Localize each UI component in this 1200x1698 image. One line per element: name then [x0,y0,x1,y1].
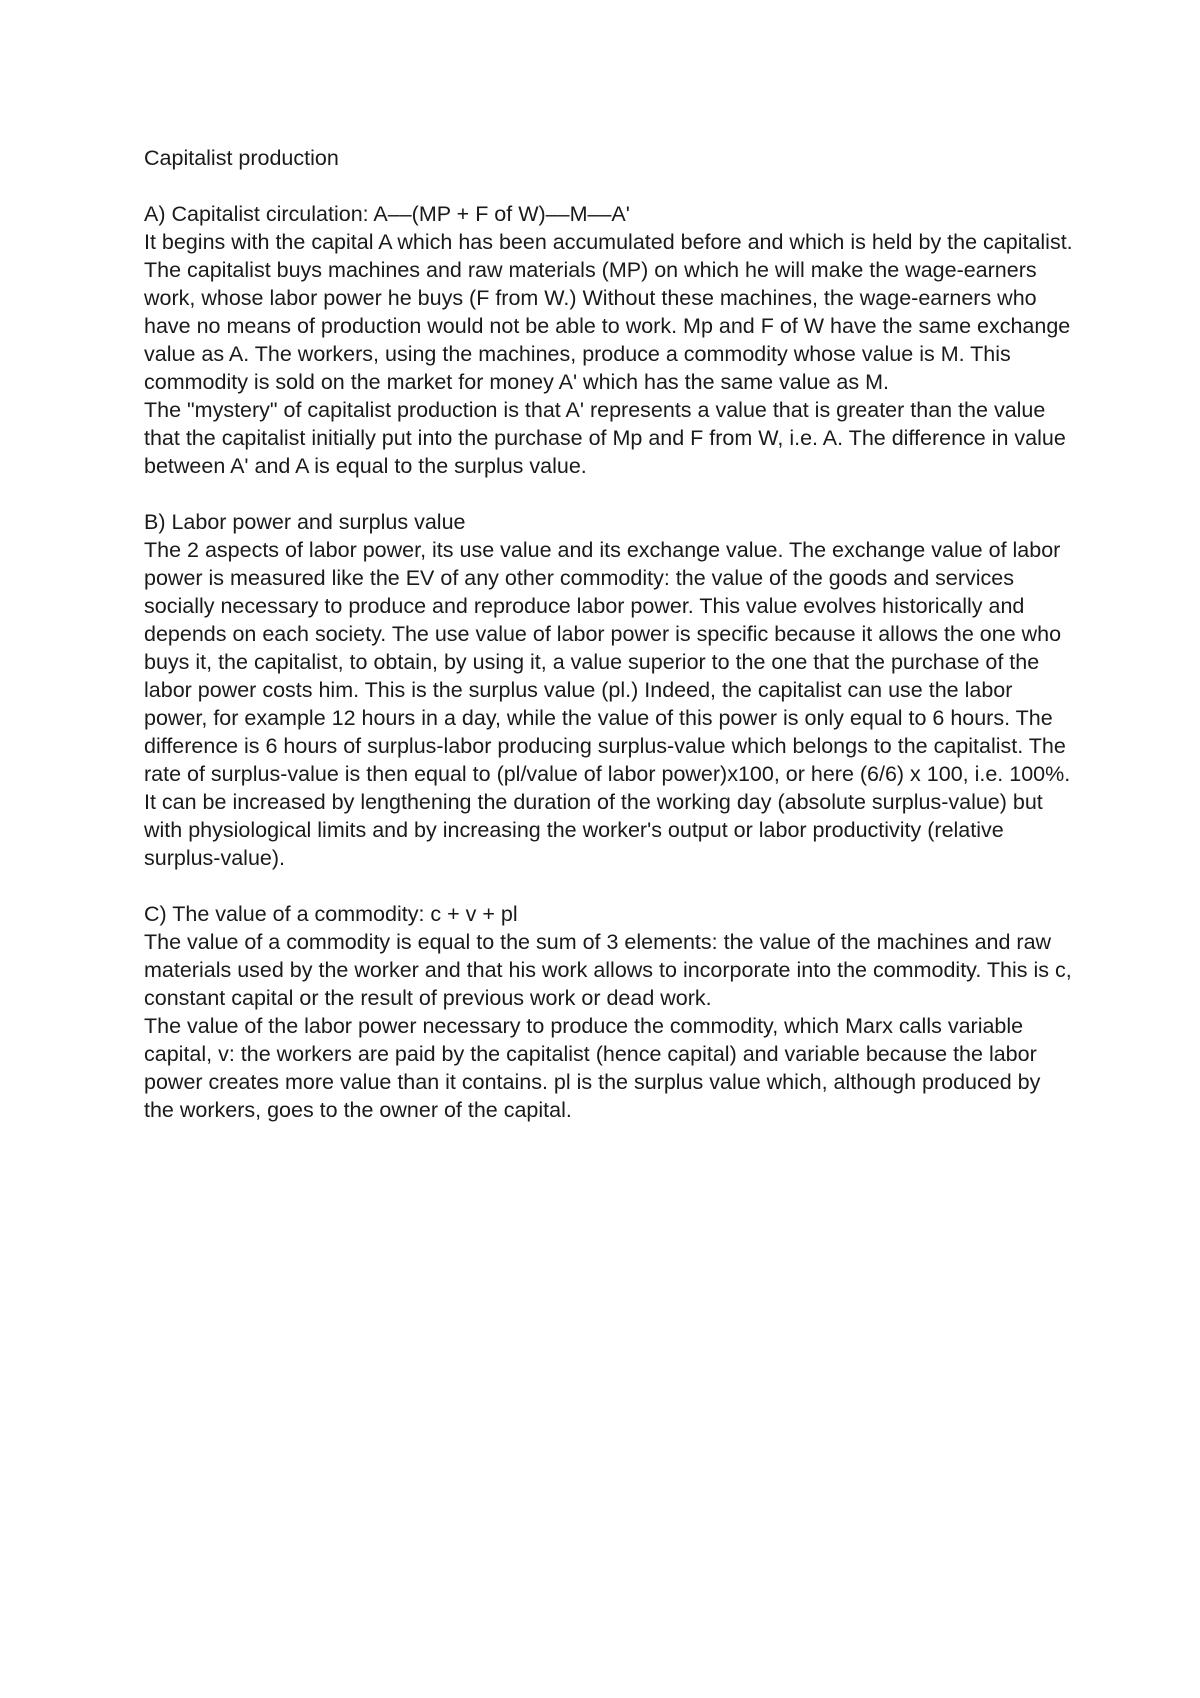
section-a [144,200,1074,480]
section-a-paragraph-1: It begins with the capital A which has been accumulated before and which is held by the capitalist. The capitalist buys machines and raw materials (MP) on which he will make the wage-earners work, whose labor power he buys (F from W.) Without these machines, the wage-earners who have no means of production would not be able to work. Mp and F of W have the same exchange value as A. The workers, using the machines, produce a commodity whose value is M. This commodity is sold on the market for money A' which has the same value as M. [144,230,1073,394]
section-b [144,508,1074,872]
section-c-paragraph-1: The value of a commodity is equal to the sum of 3 elements: the value of the machines and raw materials used by the worker and that his work allows to incorporate into the commodity. This is c, constant capital or the result of previous work or dead work. [144,930,1072,1010]
section-b-heading: B) Labor power and surplus value [144,510,466,534]
section-a-paragraph-2: The "mystery" of capitalist production is that A' represents a value that is greater than the value that the capitalist initially put into the purchase of Mp and F from W, i.e. A. The difference in value between A' and A is equal to the surplus value. [144,398,1066,478]
section-a-heading: A) Capitalist circulation: A––(MP + F of W)––M––A' [144,202,630,226]
section-c [144,900,1074,1124]
document-title: Capitalist production [144,146,339,170]
document-page [144,144,1074,1152]
section-c-paragraph-2: The value of the labor power necessary to produce the commodity, which Marx calls variable capital, v: the workers are paid by the capitalist (hence capital) and variable because the labor power creates more value than it contains. pl is the surplus value which, although produced by the workers, goes to the owner of the capital. [144,1014,1041,1122]
section-c-heading: C) The value of a commodity: c + v + pl [144,902,518,926]
section-b-paragraph-1: The 2 aspects of labor power, its use value and its exchange value. The exchange value of labor power is measured like the EV of any other commodity: the value of the goods and services socially necessary to produce and reproduce labor power. This value evolves historically and depends on each society. The use value of labor power is specific because it allows the one who buys it, the capitalist, to obtain, by using it, a value superior to the one that the purchase of the labor power costs him. This is the surplus value (pl.) Indeed, the capitalist can use the labor power, for example 12 hours in a day, while the value of this power is only equal to 6 hours. The difference is 6 hours of surplus-labor producing surplus-value which belongs to the capitalist. The rate of surplus-value is then equal to (pl/value of labor power)x100, or here (6/6) x 100, i.e. 100%. It can be increased by lengthening the duration of the working day (absolute surplus-value) but with physiological limits and by increasing the worker's output or labor productivity (relative surplus-value). [144,538,1071,870]
